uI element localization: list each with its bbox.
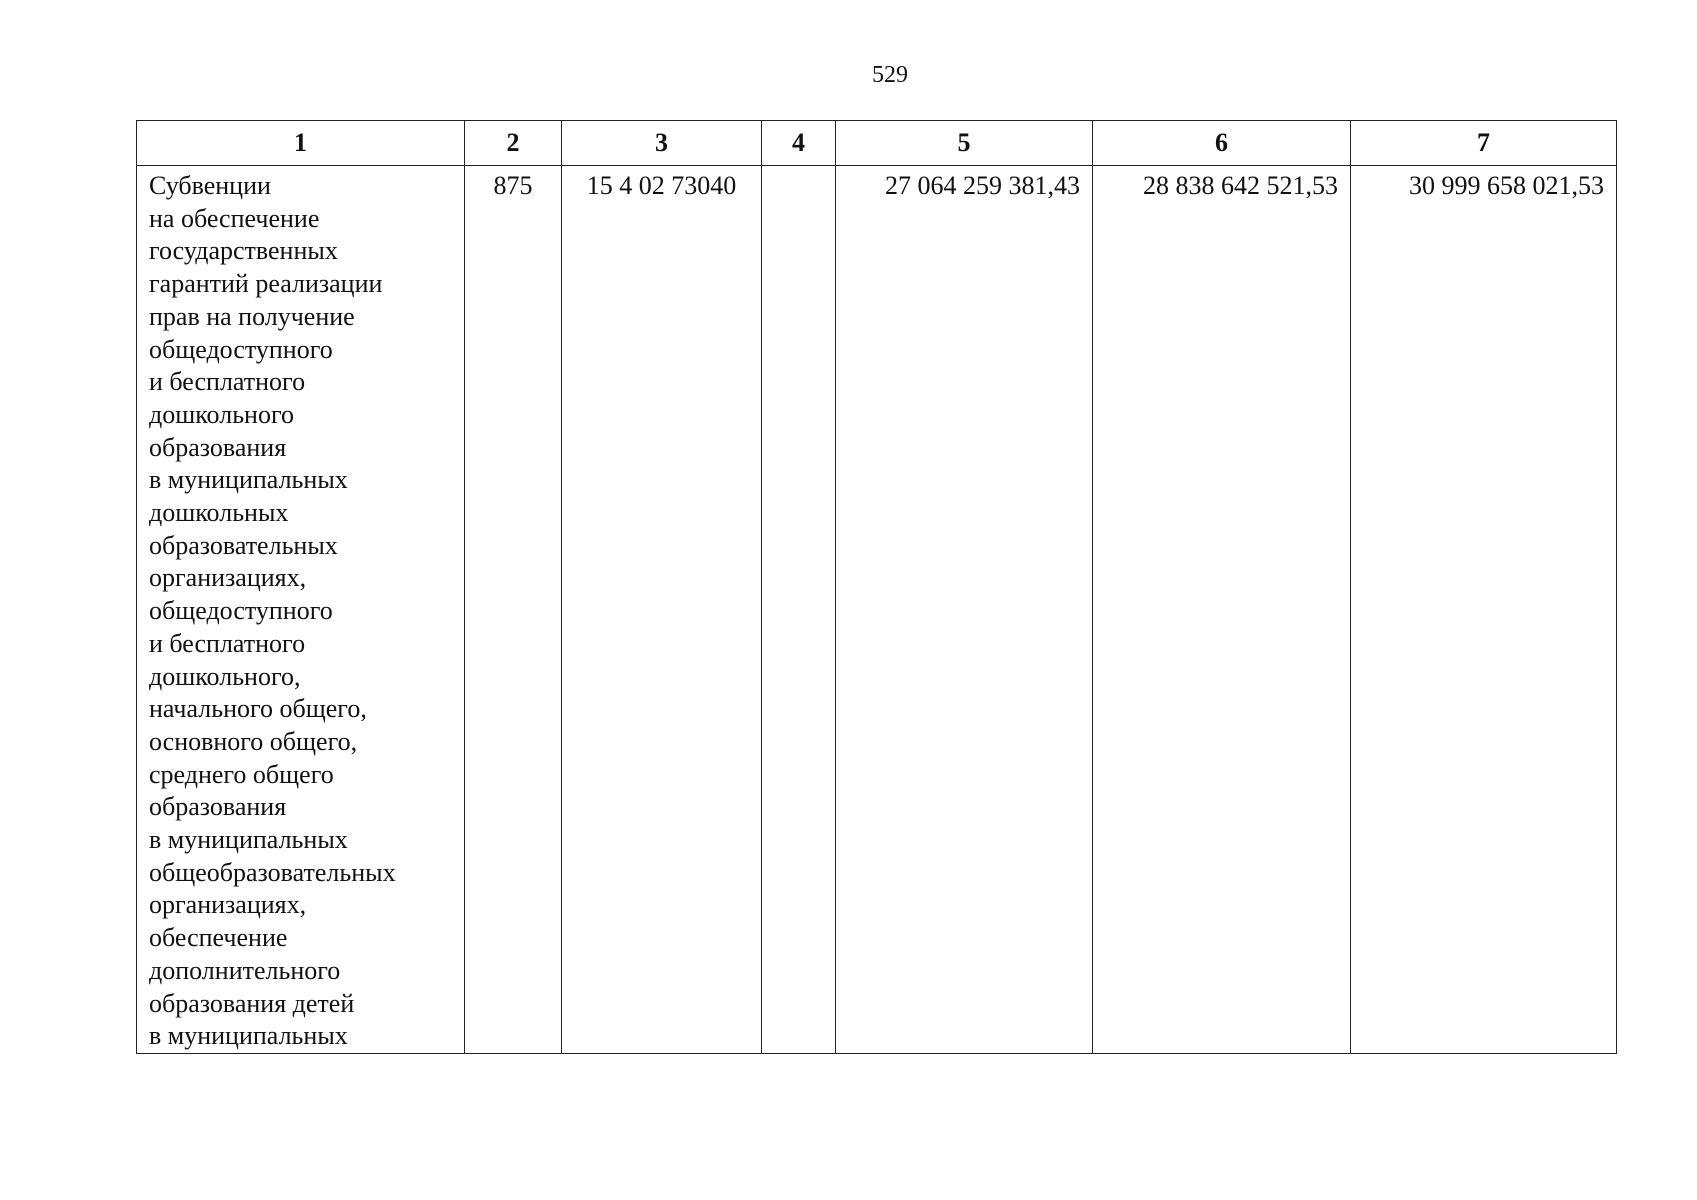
description-line: образования детей [149, 988, 355, 1018]
column-header-6: 6 [1093, 121, 1351, 166]
column-header-5: 5 [836, 121, 1093, 166]
target-article-cell: 15 4 02 73040 [562, 166, 762, 1054]
amount-1-cell: 27 064 259 381,43 [836, 166, 1093, 1054]
description-line: организациях, [149, 563, 307, 593]
description-line: дополнительного [149, 955, 341, 985]
description-line: дошкольного [149, 399, 294, 429]
column-header-1: 1 [137, 121, 465, 166]
description-line: государственных [149, 236, 338, 266]
description-line: на обеспечение [149, 203, 320, 233]
description-line: общеобразовательных [149, 857, 396, 887]
column-header-7: 7 [1351, 121, 1617, 166]
description-line: Субвенции [149, 171, 271, 200]
description-line: дошкольных [149, 498, 289, 528]
description-line: дошкольного, [149, 661, 301, 691]
column-header-3: 3 [562, 121, 762, 166]
expense-type-cell [762, 166, 836, 1054]
description-line: в муниципальных [149, 465, 348, 495]
amount-3-cell: 30 999 658 021,53 [1351, 166, 1617, 1054]
description-line: образования [149, 792, 287, 822]
description-line: в муниципальных [149, 1021, 348, 1051]
description-line: организациях, [149, 890, 307, 920]
description-line: образования [149, 432, 287, 462]
description-line: общедоступного [149, 334, 333, 364]
description-line: прав на получение [149, 301, 355, 331]
description-line: обеспечение [149, 923, 288, 953]
description-line: и бесплатного [149, 367, 306, 397]
page-number: 529 [872, 62, 908, 88]
ministry-code-cell: 875 [465, 166, 562, 1054]
description-cell [137, 166, 465, 1054]
table-row [137, 166, 1617, 1054]
description-text [149, 170, 452, 1053]
budget-table [136, 120, 1617, 1054]
description-line: образовательных [149, 530, 338, 560]
description-line: в муниципальных [149, 825, 348, 855]
header-row [137, 121, 1617, 166]
column-header-4: 4 [762, 121, 836, 166]
description-line: и бесплатного [149, 628, 306, 658]
column-header-2: 2 [465, 121, 562, 166]
description-line: гарантий реализации [149, 269, 383, 299]
description-line: общедоступного [149, 596, 333, 626]
amount-2-cell: 28 838 642 521,53 [1093, 166, 1351, 1054]
description-line: среднего общего [149, 759, 334, 789]
description-line: начального общего, [149, 694, 367, 724]
description-line: основного общего, [149, 726, 358, 756]
